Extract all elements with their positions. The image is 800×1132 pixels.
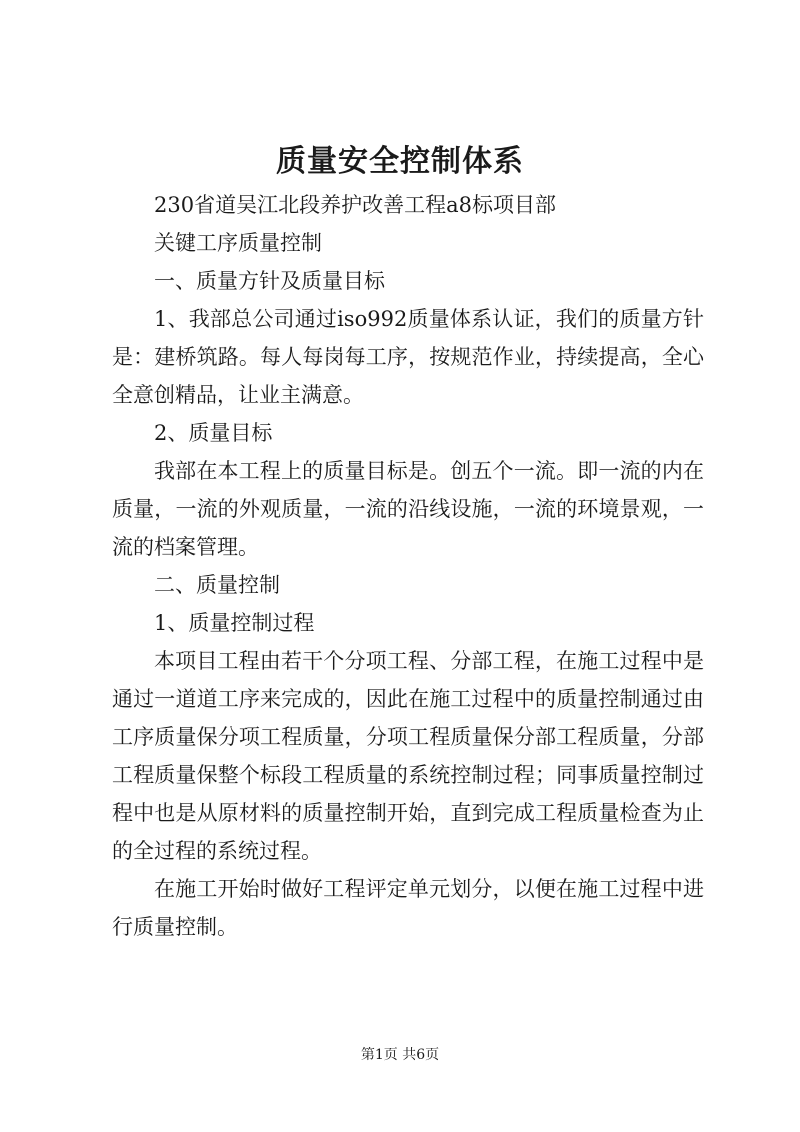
page-footer: 第1页 共6页 <box>360 1047 440 1063</box>
policy-paragraph: 1、我部总公司通过iso992质量体系认证，我们的质量方针是：建桥筑路。每人每岗每工序，按规范作业，持续提高，全心全意创精品，让业主满意。 <box>112 307 704 407</box>
subheading-quality-goal: 2、质量目标 <box>154 421 273 445</box>
project-name-paragraph: 230省道吴江北段养护改善工程a8标项目部 <box>154 193 556 217</box>
document-body <box>112 186 704 946</box>
control-process-paragraph: 本项目工程由若干个分项工程、分部工程，在施工过程中是通过一道道工序来完成的，因此在施工过程中的质量控制通过由工序质量保分项工程质量，分项工程质量保分部工程质量，分部工程质量保整个标段工程质量的系统控制过程；同事质量控制过程中也是从原材料的质量控制开始，直到完成工程质量检查为止的全过程的系统过程。 <box>112 649 704 863</box>
unit-division-paragraph: 在施工开始时做好工程评定单元划分，以便在施工过程中进行质量控制。 <box>112 877 704 939</box>
section-heading-key-process: 关键工序质量控制 <box>154 231 322 255</box>
section-heading-policy: 一、质量方针及质量目标 <box>154 269 385 293</box>
section-heading-quality-control: 二、质量控制 <box>154 573 280 597</box>
subheading-control-process: 1、质量控制过程 <box>154 611 315 635</box>
page-title: 质量安全控制体系 <box>276 144 524 179</box>
quality-goal-paragraph: 我部在本工程上的质量目标是。创五个一流。即一流的内在质量，一流的外观质量，一流的沿线设施，一流的环境景观，一流的档案管理。 <box>112 459 704 559</box>
